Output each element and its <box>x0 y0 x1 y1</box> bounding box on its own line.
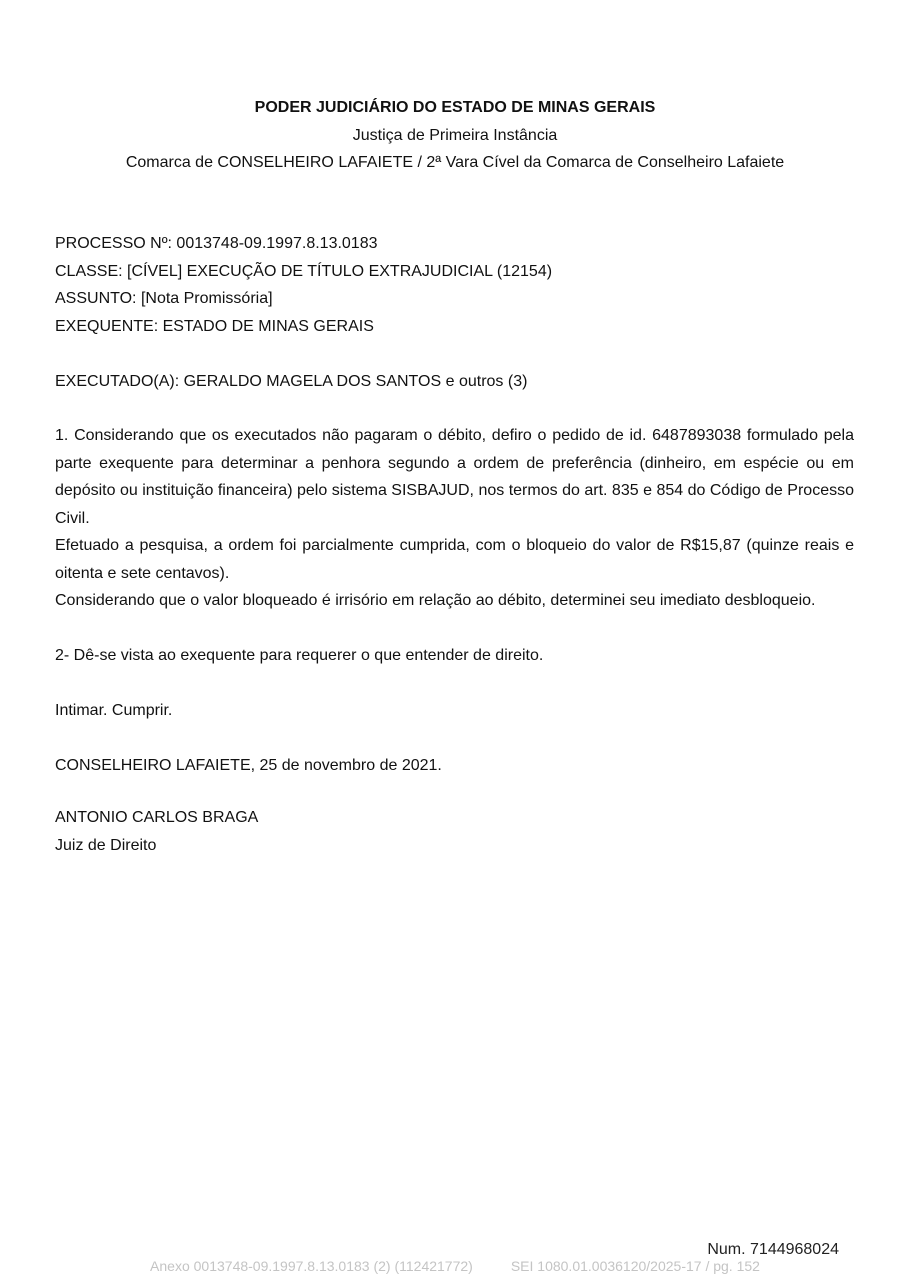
classe-line: CLASSE: [CÍVEL] EXECUÇÃO DE TÍTULO EXTRAJUDICIAL (12154) <box>55 262 553 280</box>
case-metadata <box>55 230 855 340</box>
date-place-line: CONSELHEIRO LAFAIETE, 25 de novembro de 2021. <box>55 757 442 774</box>
signature-block <box>55 804 258 859</box>
spacer <box>55 725 854 753</box>
exequente-line: EXEQUENTE: ESTADO DE MINAS GERAIS <box>55 317 374 335</box>
anexo-reference: Anexo 0013748-09.1997.8.13.0183 (2) (112421772) <box>150 1258 473 1274</box>
spacer <box>55 670 854 698</box>
document-header <box>0 94 910 177</box>
paragraph-3: Considerando que o valor bloqueado é irrisório em relação ao débito, determinei seu imediato desbloqueio. <box>55 592 816 609</box>
processo-number: PROCESSO Nº: 0013748-09.1997.8.13.0183 <box>55 235 378 252</box>
instance-line: Justiça de Primeira Instância <box>352 126 558 144</box>
paragraph-4: 2- Dê-se vista ao exequente para requerer o que entender de direito. <box>55 647 544 664</box>
executado-line: EXECUTADO(A): GERALDO MAGELA DOS SANTOS e outros (3) <box>55 373 528 390</box>
spacer <box>55 615 854 643</box>
court-title: PODER JUDICIÁRIO DO ESTADO DE MINAS GERAIS <box>254 99 656 116</box>
document-number: Num. 7144968024 <box>707 1241 839 1258</box>
judge-name: ANTONIO CARLOS BRAGA <box>55 809 259 826</box>
judge-role: Juiz de Direito <box>55 836 157 854</box>
sei-reference: SEI 1080.01.0036120/2025-17 / pg. 152 <box>510 1258 760 1274</box>
footer-stamp <box>0 1257 910 1275</box>
paragraph-2: Efetuado a pesquisa, a ordem foi parcialmente cumprida, com o bloqueio do valor de R$15,87 (quinze reais e oitenta e sete centavos). <box>55 537 854 582</box>
decision-body <box>55 422 854 780</box>
paragraph-1: 1. Considerando que os executados não pagaram o débito, defiro o pedido de id. 6487893038 formulado pela parte exequente para determinar a penhora segundo a ordem de preferência (dinheiro, em espécie ou em depósito ou instituição financeira) pelo sistema SISBAJUD, nos termos do art. 835 e 854 do Código de Processo Civil. <box>55 427 854 527</box>
paragraph-5: Intimar. Cumprir. <box>55 702 173 719</box>
comarca-line: Comarca de CONSELHEIRO LAFAIETE / 2ª Vara Cível da Comarca de Conselheiro Lafaiete <box>125 154 785 171</box>
assunto-line: ASSUNTO: [Nota Promissória] <box>55 290 273 307</box>
